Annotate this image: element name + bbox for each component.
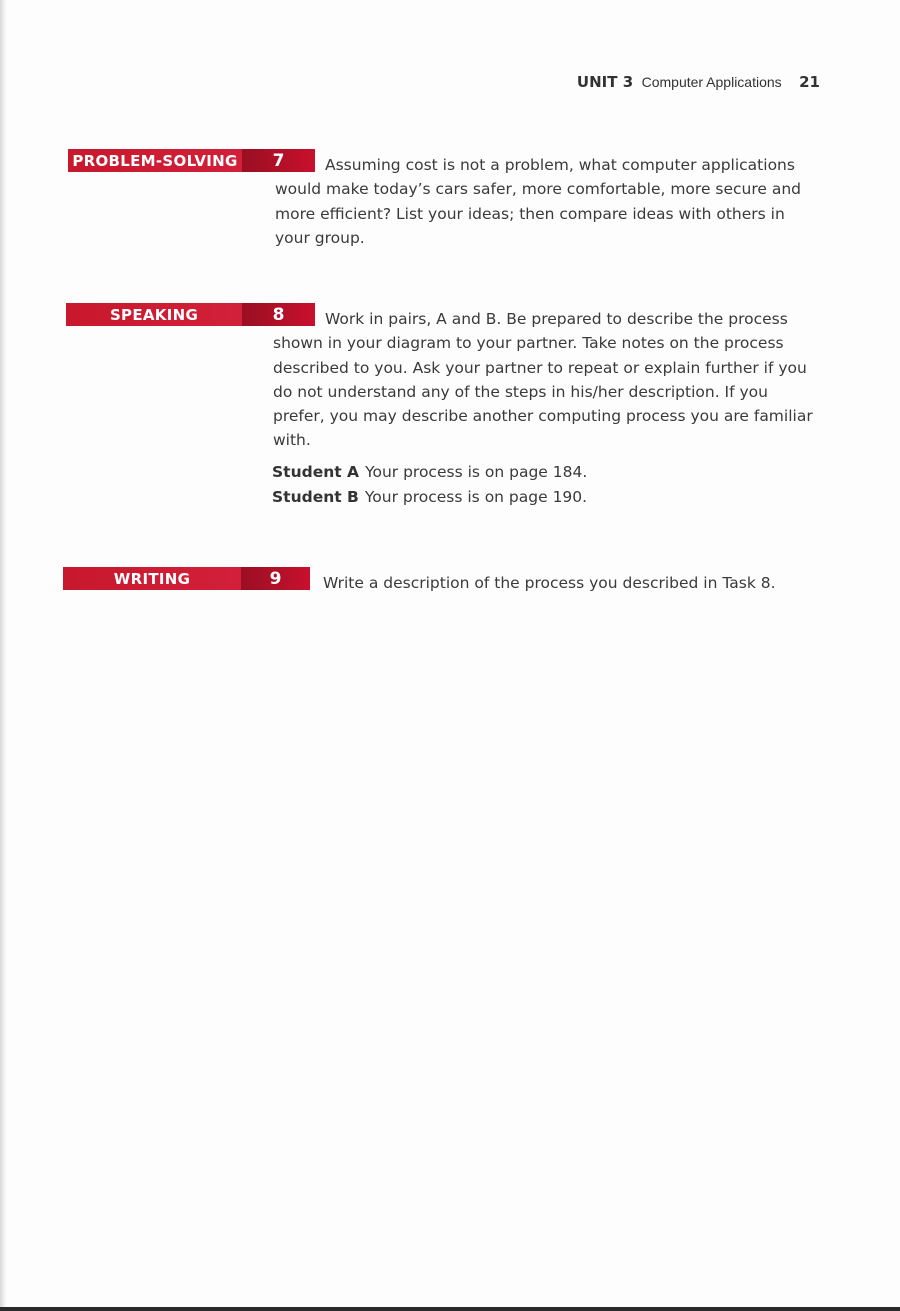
student-a-text: Your process is on page 184.	[365, 463, 588, 481]
student-b-text: Your process is on page 190.	[364, 488, 588, 506]
running-header	[577, 73, 820, 91]
task-number-9: 9	[241, 567, 310, 590]
unit-label: UNIT 3	[576, 73, 634, 91]
student-assignments	[272, 460, 587, 510]
unit-title: Computer Applications	[641, 74, 782, 90]
page-bottom-edge	[0, 1307, 900, 1311]
task-text-9: Write a description of the process you described in Task 8.	[323, 574, 776, 592]
task-number-7: 7	[242, 149, 315, 172]
student-a-label: Student A	[272, 463, 360, 481]
page-number: 21	[799, 73, 820, 91]
student-a-line	[272, 460, 587, 485]
student-b-label: Student B	[272, 488, 359, 506]
task-text-8: Work in pairs, A and B. Be prepared to describe the process shown in your diagram to your partner. Take notes on the process described to you. Ask your partner to repeat or explain further if you do not understand any of the steps in his/her description. If you prefer, you may describe another computing process you are familiar with.	[273, 310, 813, 450]
section-label-writing: WRITING	[63, 567, 241, 590]
student-b-line	[272, 485, 587, 510]
task-text-7: Assuming cost is not a problem, what computer applications would make today’s cars safer, more comfortable, more secure and more efficient? List your ideas; then compare ideas with others in your group.	[275, 156, 802, 247]
section-label-speaking: SPEAKING	[66, 303, 242, 326]
section-label-problem-solving: PROBLEM-SOLVING	[68, 149, 242, 172]
page-edge-shadow	[0, 0, 7, 1311]
task-number-8: 8	[242, 303, 315, 326]
